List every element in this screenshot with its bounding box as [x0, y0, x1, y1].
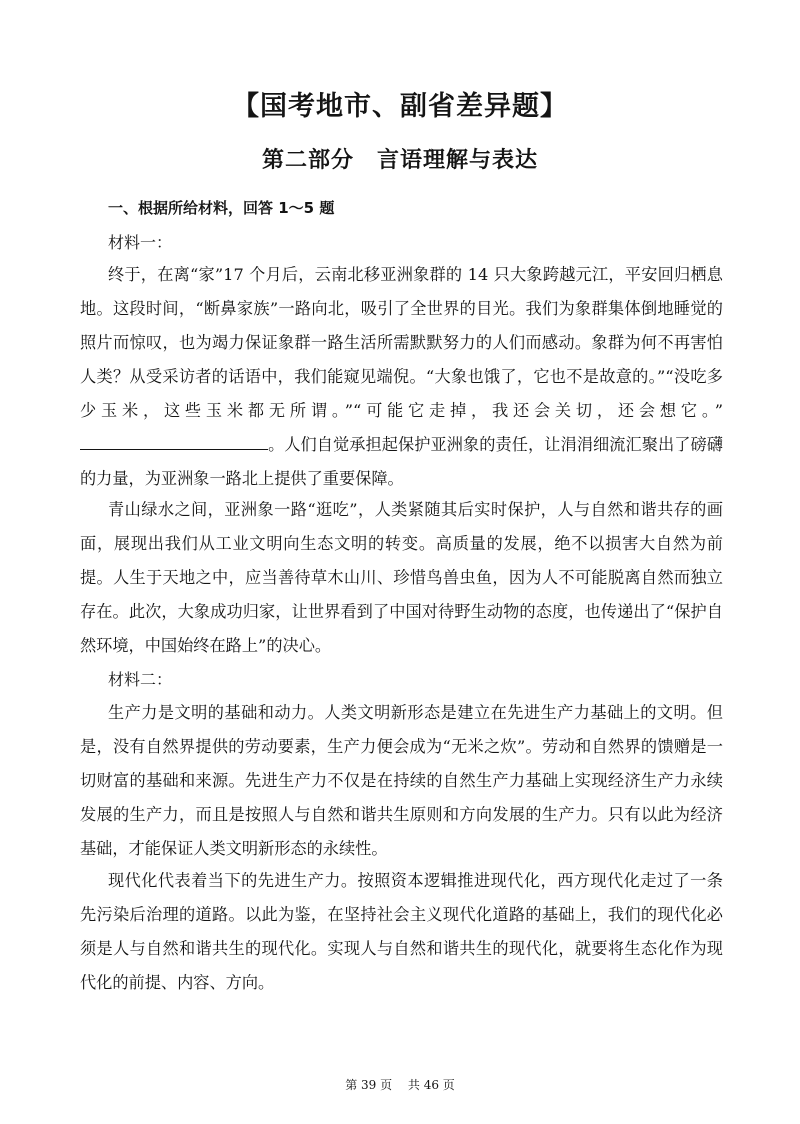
answer-blank — [80, 435, 268, 450]
section-heading: 一、根据所给材料，回答 1～5 题 — [108, 199, 335, 217]
part-subtitle: 第二部分 言语理解与表达 — [261, 148, 538, 173]
page-title: 【国考地市、副省差异题】 — [232, 91, 568, 122]
material2-paragraph-1: 生产力是文明的基础和动力。人类文明新形态是建立在先进生产力基础上的文明。但是，没有自然界提供的劳动要素，生产力便会成为“无米之炊”。劳动和自然界的馈赠是一切财富的基础和来源。先进生产力不仅是在持续的自然生产力基础上实现经济生产力永续发展的生产力，而且是按照人与自然和谐共生原则和方向发展的生产力。只有以此为经济基础，才能保证人类文明新形态的永续性。 — [80, 703, 723, 858]
material2-paragraph-2: 现代化代表着当下的先进生产力。按照资本逻辑推进现代化，西方现代化走过了一条先污染后治理的道路。以此为鉴，在坚持社会主义现代化道路的基础上，我们的现代化必须是人与自然和谐共生的现代化。实现人与自然和谐共生的现代化，就要将生态化作为现代化的前提、内容、方向。 — [80, 871, 723, 992]
material1-p1-text-b: 。人们自觉承担起保护亚洲象的责任，让涓涓细流汇聚出了磅礴的力量，为亚洲象一路北上提供了重要保障。 — [80, 435, 723, 488]
material2-label: 材料二： — [108, 670, 173, 689]
material1-label: 材料一： — [108, 233, 173, 252]
material1-paragraph-1 — [80, 258, 723, 496]
material1-paragraph-2: 青山绿水之间，亚洲象一路“逛吃”，人类紧随其后实时保护，人与自然和谐共存的画面，展现出我们从工业文明向生态文明的转变。高质量的发展，绝不以损害大自然为前提。人生于天地之中，应当善待草木山川、珍惜鸟兽虫鱼，因为人不可能脱离自然而独立存在。此次，大象成功归家，让世界看到了中国对待野生动物的态度，也传递出了“保护自然环境，中国始终在路上”的决心。 — [80, 500, 723, 655]
page-footer: 第 39 页 共 46 页 — [345, 1078, 455, 1092]
material1-p1-text-a: 终于，在离“家”17 个月后，云南北移亚洲象群的 14 只大象跨越元江，平安回归栖息地。这段时间，“断鼻家族”一路向北，吸引了全世界的目光。我们为象群集体倒地睡觉的照片而惊叹，也为竭力保证象群一路生活所需默默努力的人们而感动。象群为何不再害怕人类？从受采访者的话语中，我们能窥见端倪。“大象也饿了，它也不是故意的。”“没吃多少玉米，这些玉米都无所谓。”“可能它走掉，我还会关切，还会想它。” — [80, 265, 723, 420]
